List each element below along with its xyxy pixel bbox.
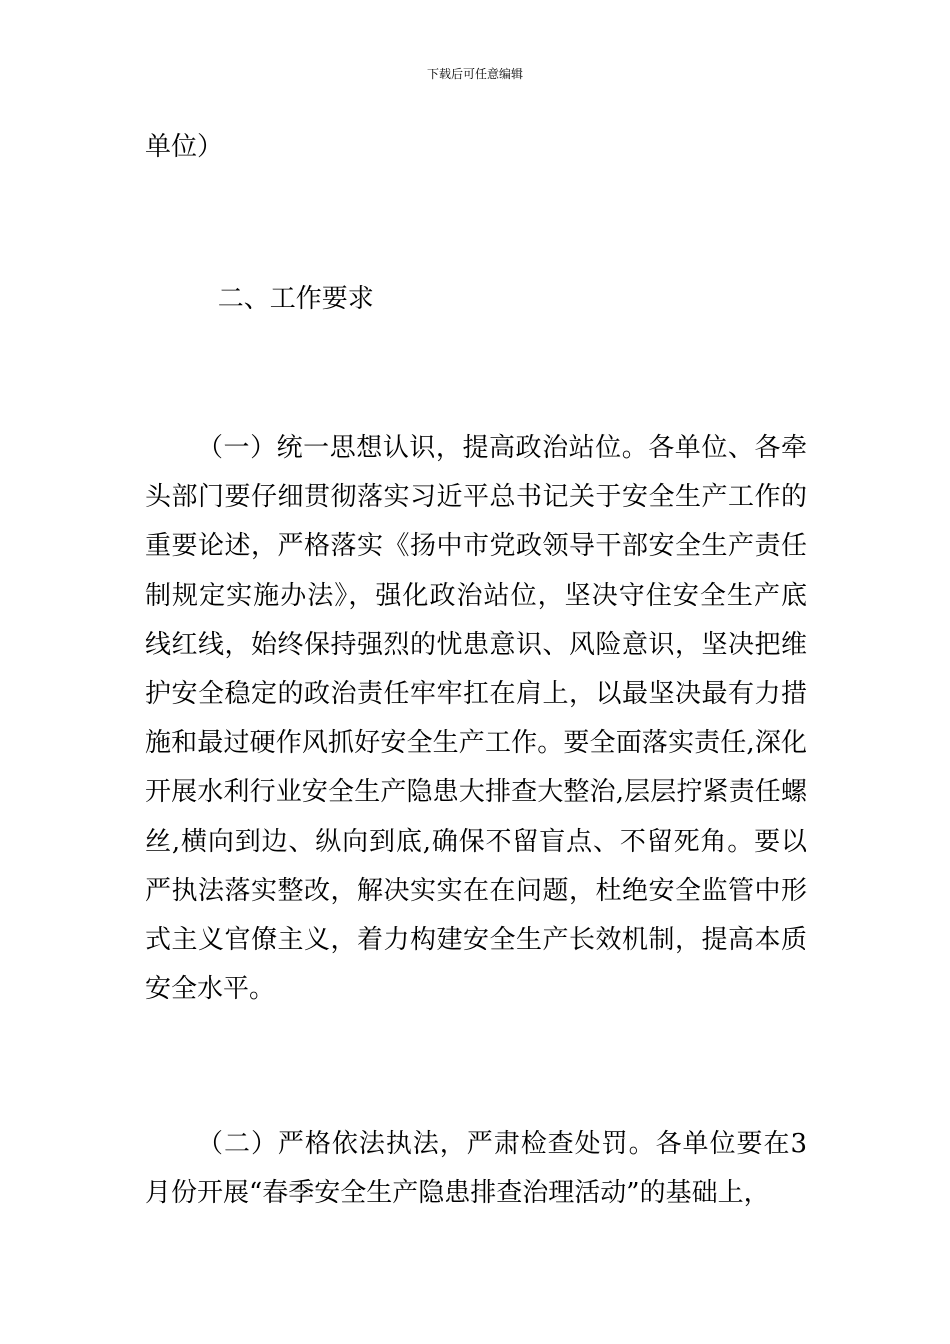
paragraph-1: （一）统一思想认识，提高政治站位。各单位、各牵头部门要仔细贯彻落实习近平总书记关于安全生产工作的重要论述，严格落实《扬中市党政领导干部安全生产责任制规定实施办法》，强化政治站位，坚决守住安全生产底线红线，始终保持强烈的忧患意识、风险意识，坚决把维护安全稳定的政治责任牢牢扛在肩上，以最坚决最有力措施和最过硬作风抓好安全生产工作。要全面落实责任,深化开展水利行业安全生产隐患大排查大整治,层层拧紧责任螺丝,横向到边、纵向到底,确保不留盲点、不留死角。要以严执法落实整改，解决实实在在问题，杜绝安全监管中形式主义官僚主义，着力构建安全生产长效机制，提高本质安全水平。 [145, 433, 807, 1005]
page-header: 下载后可任意编辑 [426, 67, 523, 81]
paragraph-2-block [145, 1120, 807, 1218]
section-heading: 二、工作要求 [217, 284, 374, 314]
paragraph-2: （二）严格依法执法，严肃检查处罚。各单位要在3月份开展“春季安全生产隐患排查治理活动”的基础上， [145, 1129, 807, 1209]
continuation-line: 单位） [145, 132, 224, 162]
paragraph-1-block [145, 424, 807, 1014]
